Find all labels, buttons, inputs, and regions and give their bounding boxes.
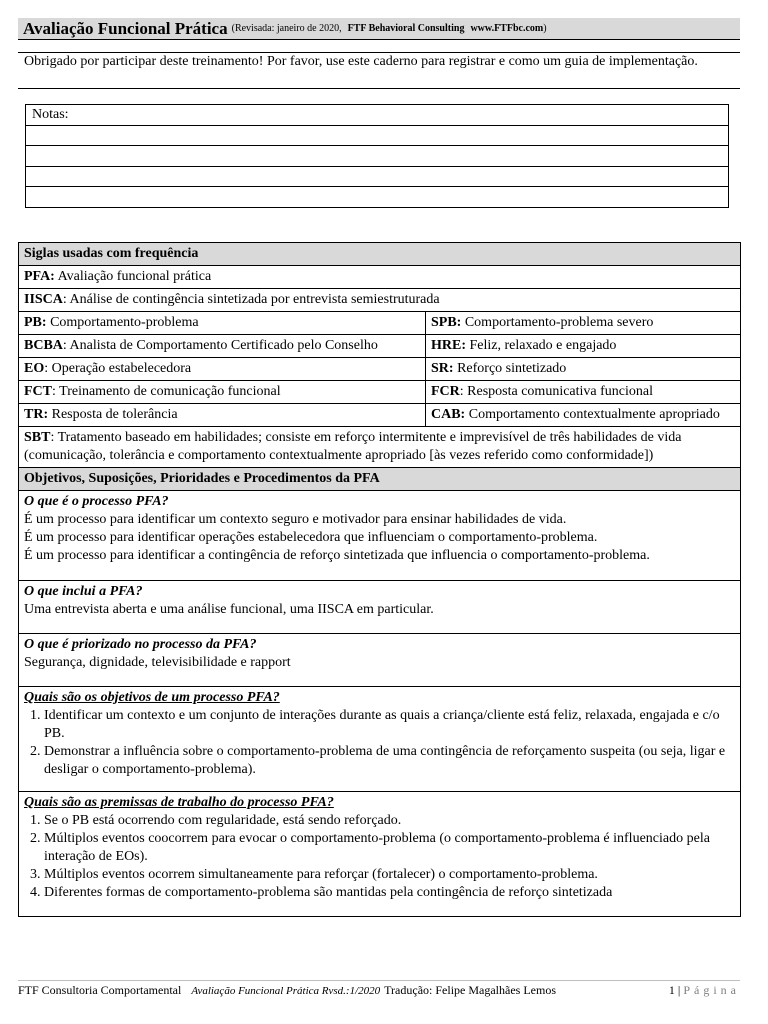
intro-text: Obrigado por participar deste treinamento! Por favor, use este caderno para registrar e como um guia de implementação.: [18, 52, 740, 89]
notes-line[interactable]: [26, 146, 729, 167]
objectives-heading: Objetivos, Suposições, Prioridades e Procedimentos da PFA: [19, 468, 741, 491]
question-title: O que é priorizado no processo da PFA?: [24, 637, 257, 652]
page-word: Página: [683, 983, 740, 997]
list-item: 3. Múltiplos eventos ocorrem simultaneamente para reforçar (fortalecer) o comportamento-problema.: [30, 867, 598, 882]
question-title: O que é o processo PFA?: [24, 494, 169, 509]
glossary-table: [18, 242, 741, 917]
question-title: Quais são os objetivos de um processo PFA?: [24, 690, 280, 705]
organization-name: FTF Behavioral Consulting: [347, 23, 465, 34]
glossary-entry-iisca: IISCA: Análise de contingência sintetizada por entrevista semiestruturada: [19, 289, 741, 312]
list-item: 4. Diferentes formas de comportamento-problema são mantidas pela contingência de reforço sintetizada: [30, 885, 613, 900]
answer-line: É um processo para identificar um contexto seguro e motivador para ensinar habilidades de vida.: [24, 512, 567, 527]
glossary-entry-bcba: BCBA: Analista de Comportamento Certificado pelo Conselho: [19, 335, 426, 358]
question-title: O que inclui a PFA?: [24, 584, 143, 599]
glossary-entry-hre: HRE: Feliz, relaxado e engajado: [426, 335, 741, 358]
glossary-entry-tr: TR: Resposta de tolerância: [19, 404, 426, 427]
glossary-entry-eo: EO: Operação estabelecedora: [19, 358, 426, 381]
revision-note: (Revisada: janeiro de 2020,: [231, 23, 342, 34]
glossary-entry-pb: PB: Comportamento-problema: [19, 312, 426, 335]
glossary-entry-sbt: SBT: Tratamento baseado em habilidades; consiste em reforço intermitente e imprevisível de três habilidades de vida (comunicação, tolerância e comportamento contextualmente apropriado [às vezes referido como conformidade]): [19, 427, 741, 468]
notes-line[interactable]: [26, 125, 729, 146]
glossary-entry-fcr: FCR: Resposta comunicativa funcional: [426, 381, 741, 404]
answer-line: Segurança, dignidade, televisibilidade e rapport: [24, 655, 291, 670]
glossary-entry-sr: SR: Reforço sintetizado: [426, 358, 741, 381]
question-premises: [19, 792, 741, 917]
document-title-bar: [18, 18, 740, 40]
glossary-entry-spb: SPB: Comportamento-problema severo: [426, 312, 741, 335]
page-number: 1: [668, 983, 675, 997]
glossary-heading: Siglas usadas com frequência: [19, 243, 741, 266]
list-item: 2. Múltiplos eventos coocorrem para evocar o comportamento-problema (o comportamento-problema é influenciado pela interação de EOs).: [30, 831, 710, 864]
list-item: 2. Demonstrar a influência sobre o comportamento-problema de uma contingência de reforçamento suspeita (ou seja, ligar e desligar o comportamento-problema).: [30, 744, 726, 777]
answer-line: É um processo para identificar a contingência de reforço sintetizada que influencia o comportamento-problema.: [24, 548, 650, 563]
notes-table: [25, 104, 729, 208]
page-separator: |: [677, 983, 681, 997]
page-footer: [18, 980, 740, 998]
list-item: 1. Se o PB está ocorrendo com regularidade, está sendo reforçado.: [30, 813, 402, 828]
notes-line[interactable]: [26, 166, 729, 187]
answer-line: É um processo para identificar operações estabelecedora que influenciam o comportamento-problema.: [24, 530, 598, 545]
glossary-entry-cab: CAB: Comportamento contextualmente apropriado: [426, 404, 741, 427]
premises-list: [24, 812, 735, 902]
objectives-list: [24, 707, 735, 779]
answer-line: Uma entrevista aberta e uma análise funcional, uma IISCA em particular.: [24, 602, 434, 617]
document-title: Avaliação Funcional Prática: [23, 18, 228, 38]
question-priorities: [19, 634, 741, 687]
notes-line[interactable]: [26, 187, 729, 208]
glossary-entry-pfa: PFA: Avaliação funcional prática: [19, 266, 741, 289]
question-what-is-pfa: [19, 491, 741, 581]
footer-doc-title: Avaliação Funcional Prática Rvsd.:1/2020: [191, 984, 381, 997]
glossary-entry-fct: FCT: Treinamento de comunicação funcional: [19, 381, 426, 404]
list-item: 1. Identificar um contexto e um conjunto de interações durante as quais a criança/cliente está feliz, relaxada, engajada e c/o PB.: [30, 708, 720, 741]
notes-label: Notas:: [26, 105, 729, 126]
question-title: Quais são as premissas de trabalho do processo PFA?: [24, 795, 334, 810]
footer-translation: Tradução: Felipe Magalhães Lemos: [384, 983, 556, 997]
question-what-includes: [19, 581, 741, 634]
organization-url: www.FTFbc.com): [470, 23, 547, 34]
footer-org: FTF Consultoria Comportamental: [18, 983, 182, 997]
question-objectives: [19, 687, 741, 792]
